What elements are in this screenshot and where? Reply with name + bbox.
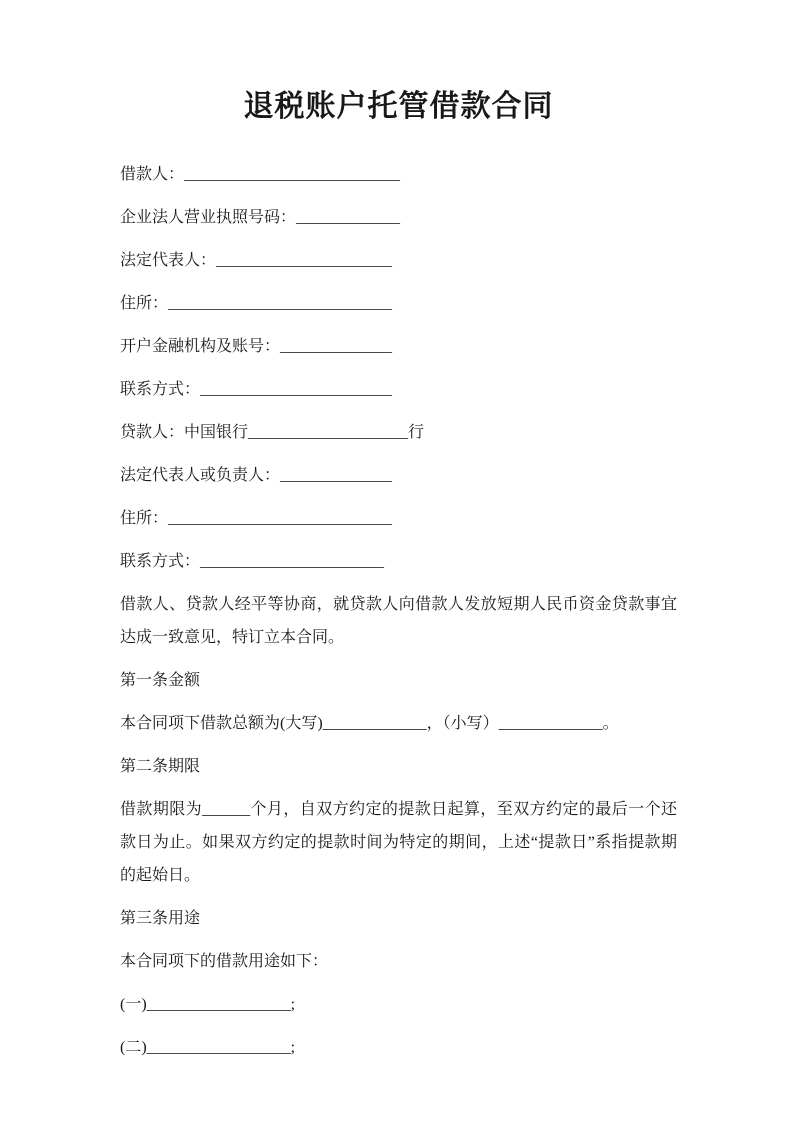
field-line-lender: 贷款人：中国银行____________________行 xyxy=(120,424,425,441)
article-1-heading: 第一条金额 xyxy=(120,672,201,689)
field-line-borrower-address: 住所：____________________________ xyxy=(120,295,393,312)
article-1-body: 本合同项下借款总额为(大写)_____________，（小写）_____________。 xyxy=(120,715,619,732)
article-3-body: 本合同项下的借款用途如下： xyxy=(120,953,329,970)
use-item-2: (二)__________________; xyxy=(120,1039,296,1056)
article-3-heading: 第三条用途 xyxy=(120,910,201,927)
field-line-bank-and-account: 开户金融机构及账号：______________ xyxy=(120,338,393,355)
article-2-heading: 第二条期限 xyxy=(120,758,201,775)
field-line-lender-address: 住所：____________________________ xyxy=(120,510,393,527)
field-line-borrower-contact: 联系方式：________________________ xyxy=(120,381,393,398)
field-line-business-license-number: 企业法人营业执照号码：_____________ xyxy=(120,209,401,226)
use-item-1: (一)__________________; xyxy=(120,996,296,1013)
article-2-body: 借款期限为______个月，自双方约定的提款日起算，至双方约定的最后一个还款日为止。如果双方约定的提款时间为特定的期间，上述“提款日”系指提款期的起始日。 xyxy=(120,801,677,884)
preamble-paragraph: 借款人、贷款人经平等协商，就贷款人向借款人发放短期人民币资金贷款事宜达成一致意见，特订立本合同。 xyxy=(120,596,677,646)
document-title: 退税账户托管借款合同 xyxy=(243,90,554,123)
field-line-lender-legal-representative: 法定代表人或负责人：______________ xyxy=(120,467,393,484)
field-line-borrower: 借款人：___________________________ xyxy=(120,166,401,183)
field-line-lender-contact: 联系方式：_______________________ xyxy=(120,553,385,570)
field-line-legal-representative: 法定代表人：______________________ xyxy=(120,252,393,269)
